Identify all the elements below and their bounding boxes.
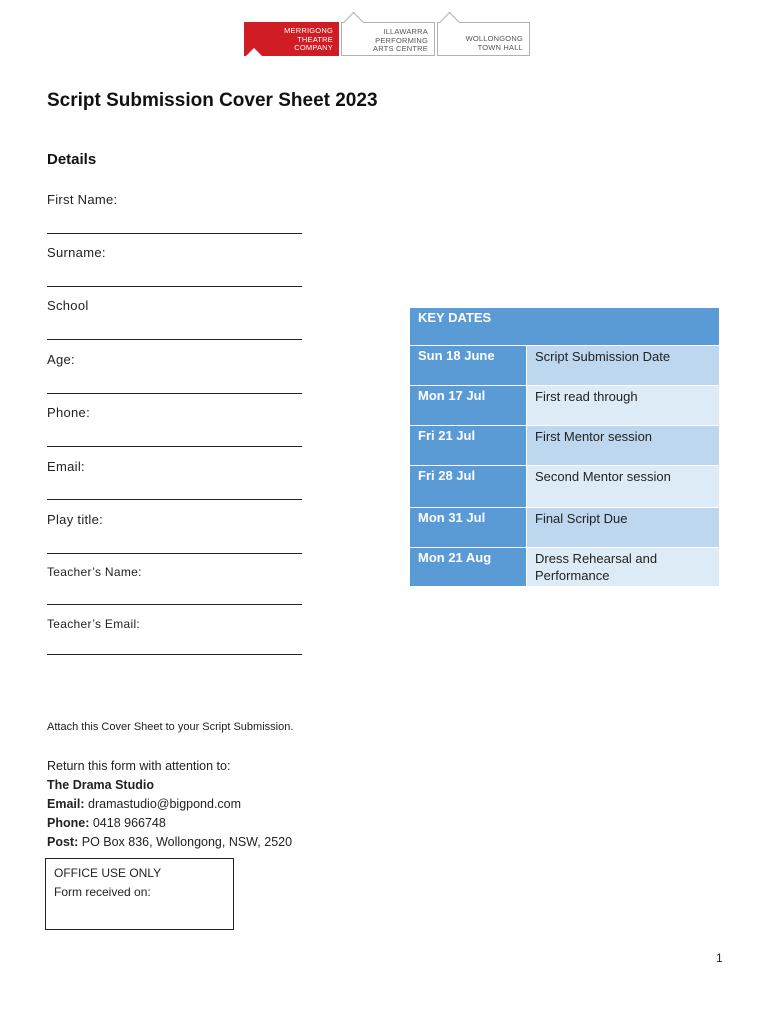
play-title-label: Play title: <box>47 512 104 527</box>
school-line[interactable] <box>47 339 302 340</box>
logo-line: ILLAWARRA <box>383 27 428 36</box>
key-date: Sun 18 June <box>410 346 527 386</box>
key-event: Final Script Due <box>527 508 720 548</box>
teachers-name-label: Teacher’s Name: <box>47 565 142 579</box>
email-line[interactable] <box>47 499 302 500</box>
table-row <box>410 386 720 426</box>
post-contact-value: PO Box 836, Wollongong, NSW, 2520 <box>81 835 293 849</box>
post-contact-label: Post: <box>47 835 79 849</box>
email-label: Email: <box>47 459 85 474</box>
phone-contact-value: 0418 966748 <box>92 816 166 830</box>
table-row <box>410 548 720 587</box>
form-received-label: Form received on: <box>54 885 151 899</box>
key-date: Mon 21 Aug <box>410 548 527 587</box>
organisation-name: The Drama Studio <box>47 778 154 792</box>
document-title: Script Submission Cover Sheet 2023 <box>47 90 378 111</box>
logo-line: COMPANY <box>294 43 333 52</box>
logo-line: THEATRE <box>297 34 333 44</box>
table-row <box>410 508 720 548</box>
key-dates-header: KEY DATES <box>410 308 720 346</box>
table-row <box>410 466 720 508</box>
play-title-line[interactable] <box>47 553 302 554</box>
phone-contact-label: Phone: <box>47 816 90 830</box>
wollongong-town-hall-logo <box>437 22 530 56</box>
page-number: 1 <box>716 951 723 965</box>
teachers-name-line[interactable] <box>47 604 302 605</box>
school-label: School <box>47 298 89 313</box>
surname-line[interactable] <box>47 286 302 287</box>
key-event: First read through <box>527 386 720 426</box>
first-name-label: First Name: <box>47 192 118 207</box>
attach-note: Attach this Cover Sheet to your Script Submission. <box>47 721 294 733</box>
details-heading: Details <box>47 151 97 168</box>
first-name-line[interactable] <box>47 233 302 234</box>
logo-line: MERRIGONG <box>284 26 333 35</box>
logo-line: ARTS CENTRE <box>373 44 428 53</box>
teachers-email-line[interactable] <box>47 654 302 655</box>
age-line[interactable] <box>47 393 302 394</box>
age-label: Age: <box>47 352 75 367</box>
key-dates-table <box>409 307 720 587</box>
logo-line: PERFORMING <box>375 35 428 45</box>
surname-label: Surname: <box>47 245 106 260</box>
return-address-block <box>47 757 292 852</box>
key-date: Fri 21 Jul <box>410 426 527 466</box>
return-intro: Return this form with attention to: <box>47 759 231 773</box>
key-date: Mon 31 Jul <box>410 508 527 548</box>
phone-line[interactable] <box>47 446 302 447</box>
key-event: First Mentor session <box>527 426 720 466</box>
office-use-box <box>45 858 234 930</box>
key-event: Dress Rehearsal and Performance <box>527 548 720 587</box>
key-event: Second Mentor session <box>527 466 720 508</box>
key-date: Fri 28 Jul <box>410 466 527 508</box>
illawarra-pac-logo <box>341 22 435 56</box>
table-row <box>410 346 720 386</box>
office-use-title: OFFICE USE ONLY <box>54 866 162 880</box>
table-row <box>410 426 720 466</box>
logo-line: TOWN HALL <box>477 42 523 52</box>
teachers-email-label: Teacher’s Email: <box>47 617 141 631</box>
key-event: Script Submission Date <box>527 346 720 386</box>
key-date: Mon 17 Jul <box>410 386 527 426</box>
merrigong-theatre-logo <box>244 22 339 56</box>
email-contact-label: Email: <box>47 797 85 811</box>
logo-line: WOLLONGONG <box>465 34 523 43</box>
email-contact-value: dramastudio@bigpond.com <box>88 797 242 811</box>
phone-label: Phone: <box>47 405 91 420</box>
